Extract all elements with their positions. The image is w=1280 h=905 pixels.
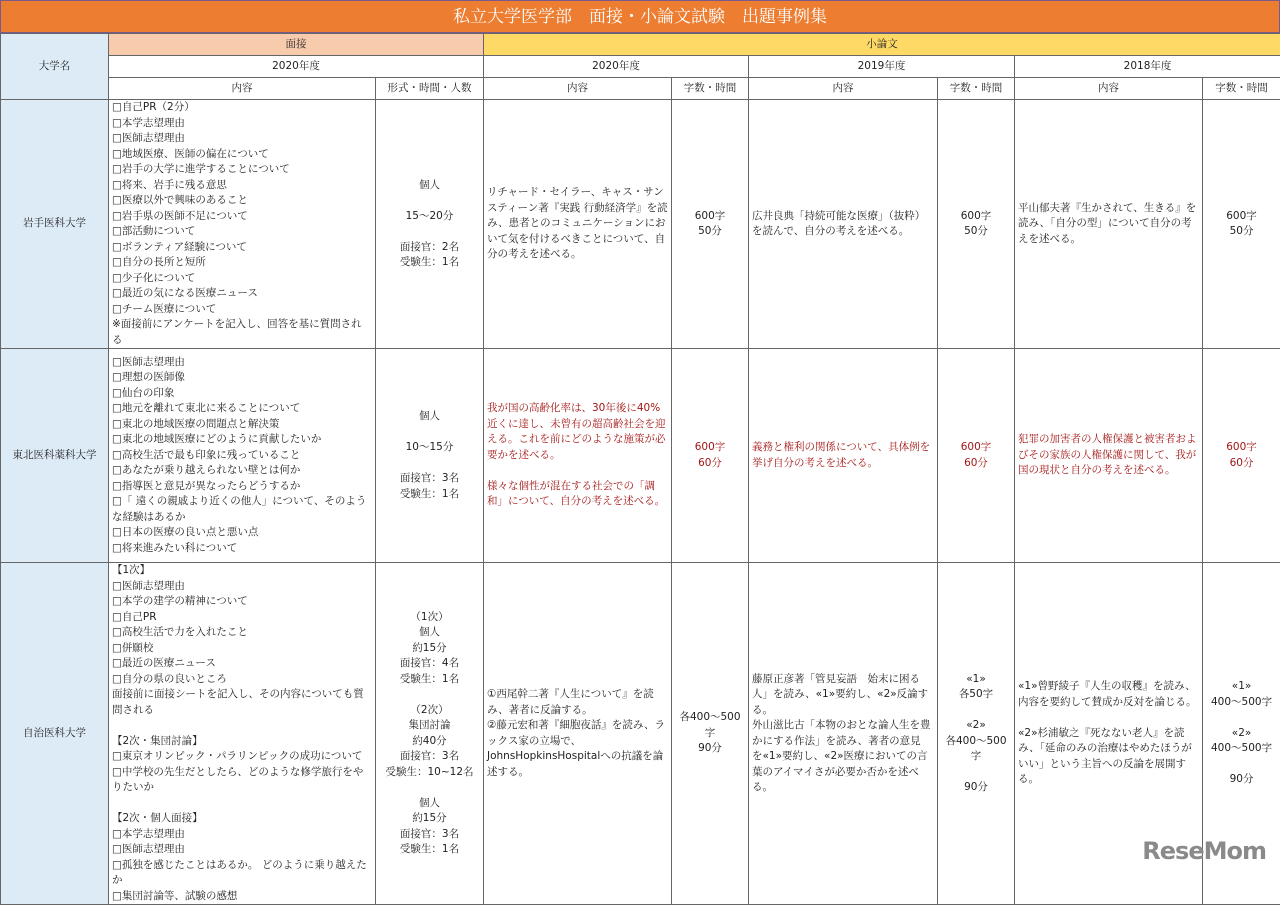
page-title: 私立大学医学部 面接・小論文試験 出題事例集 [0,0,1280,33]
count-2018: 600字 50分 [1203,100,1280,349]
table-row [1,563,1280,905]
exam-table [0,33,1280,905]
essay-2018: «1»曾野綾子『人生の収穫』を読み、内容を要約して賛成か反対を論じる。 «2»杉浦敏之『死なない老人』を読み、「延命のみの治療はやめたほうがいい」という主旨への反論を展開する。 [1015,563,1203,905]
essay-2020: 我が国の高齢化率は、30年後に40%近くに達し、未曾有の超高齢社会を迎える。これを前にどのような施策が必要かを述べる。 様々な個性が混在する社会での「調和」について、自分の考えを述べる。 [484,349,672,563]
header-content: 内容 [1015,78,1203,100]
header-essay-year-2019: 2019年度 [749,56,1015,78]
count-2020: 各400〜500字 90分 [672,563,749,905]
count-2019: 600字 60分 [938,349,1015,563]
header-essay-year-2020: 2020年度 [484,56,749,78]
essay-2019: 広井良典「持続可能な医療」（抜粋）を読んで、自分の考えを述べる。 [749,100,938,349]
header-content: 内容 [749,78,938,100]
essay-2018: 平山郁夫著『生かされて、生きる』を読み、「自分の型」について自分の考えを述べる。 [1015,100,1203,349]
interview-format: 個人 15〜20分 面接官：2名 受験生：1名 [376,100,484,349]
university-name: 岩手医科大学 [1,100,109,349]
essay-2018: 犯罪の加害者の人権保護と被害者およびその家族の人権保護に関して、我が国の現状と自分の考えを述べる。 [1015,349,1203,563]
count-2019: 600字 50分 [938,100,1015,349]
university-name: 東北医科薬科大学 [1,349,109,563]
header-count: 字数・時間 [938,78,1015,100]
interview-content: 【1次】 □医師志望理由 □本学の建学の精神について □自己PR □高校生活で力を入れたこと □併願校 □最近の医療ニュース □自分の県の良いところ 面接前に面接シートを記入し、その内容についても質問される 【2次・集団討論】 □東京オリンピック・パラリンピックの成功について □中学校の先生だとしたら、どのような修学旅行をやりたいか 【2次・個人面接】 □本学志望理由 □医師志望理由 □孤独を感じたことはあるか。 どのように乗り越えたか □集団討論等、試験の感想 [109,563,376,905]
essay-2019: 義務と権利の関係について、具体例を挙げ自分の考えを述べる。 [749,349,938,563]
count-2019: «1» 各50字 «2» 各400〜500字 90分 [938,563,1015,905]
essay-2019: 藤原正彦著「管見妄語 始末に困る人」を読み、«1»要約し、«2»反論する。 外山滋比古「本物のおとな論人生を豊かにする作法」を読み、著者の意見を«1»要約し、«2»医療においての言葉のアイマイさが必要か否かを述べる。 [749,563,938,905]
table-row [1,100,1280,349]
table-row [1,349,1280,563]
header-university: 大学名 [1,34,109,100]
header-count: 字数・時間 [1203,78,1280,100]
count-2018: 600字 60分 [1203,349,1280,563]
interview-content: □自己PR（2分） □本学志望理由 □医師志望理由 □地域医療、医師の偏在について □岩手の大学に進学することについて □将来、岩手に残る意思 □医療以外で興味のあること □岩手県の医師不足について □部活動について □ボランティア経験について □自分の長所と短所 □少子化について □最近の気になる医療ニュース □チーム医療について ※面接前にアンケートを記入し、回答を基に質問される [109,100,376,349]
header-interview: 面接 [109,34,484,56]
interview-format: （1次） 個人 約15分 面接官：4名 受験生：1名 （2次） 集団討論 約40分 面接官：3名 受験生：10~12名 個人 約15分 面接官：3名 受験生：1名 [376,563,484,905]
university-name: 自治医科大学 [1,563,109,905]
header-count: 字数・時間 [672,78,749,100]
essay-2020: ①西尾幹二著『人生について』を読み、著者に反論する。 ②藤元宏和著『細胞夜話』を読み、ラックス家の立場で、JohnsHopkinsHospitalへの抗議を論述する。 [484,563,672,905]
count-2020: 600字 50分 [672,100,749,349]
interview-format: 個人 10〜15分 面接官：3名 受験生：1名 [376,349,484,563]
count-2020: 600字 60分 [672,349,749,563]
header-content: 内容 [109,78,376,100]
header-interview-year: 2020年度 [109,56,484,78]
header-essay: 小論文 [484,34,1280,56]
header-content: 内容 [484,78,672,100]
header-essay-year-2018: 2018年度 [1015,56,1280,78]
header-format: 形式・時間・人数 [376,78,484,100]
resemom-logo: ReseMom [1142,837,1266,865]
count-2018: «1» 400〜500字 «2» 400〜500字 90分 [1203,563,1280,905]
interview-content: □医師志望理由 □理想の医師像 □仙台の印象 □地元を離れて東北に来ることについて □東北の地域医療の問題点と解決策 □東北の地域医療にどのように貢献したいか □高校生活で最も印象に残っていること □あなたが乗り越えられない壁とは何か □指導医と意見が異なったらどうするか □「 遠くの親戚より近くの他人」について、そのような経験はあるか □日本の医療の良い点と悪い点 □将来進みたい科について [109,349,376,563]
essay-2020: リチャード・セイラー、キャス・サンスティーン著『実践 行動経済学』を読み、患者とのコミュニケーションにおいて気を付けるべきことについて、自分の考えを述べる。 [484,100,672,349]
